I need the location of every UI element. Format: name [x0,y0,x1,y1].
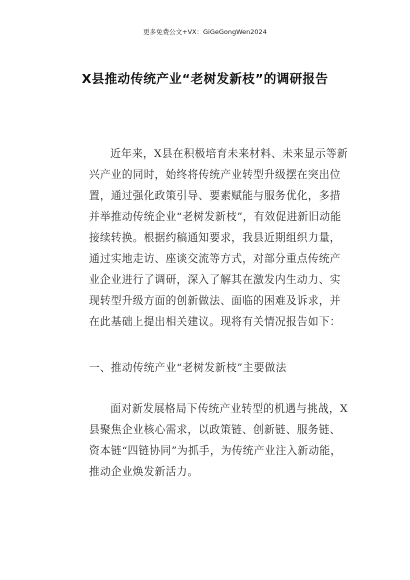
document-title: X县推动传统产业“老树发新枝”的调研报告 [81,71,329,86]
header-note: 更多免费公文+VX：GiGeGongWen2024 [143,28,267,36]
section-heading-1: 一、推动传统产业“老树发新枝”主要做法 [89,362,287,374]
intro-paragraph: 近年来，X县在积极培育未来材料、未来显示等新兴产业的同时，始终将传统产业转型升级摆在突出位置，通过强化政策引导、要素赋能与服务优化，多措并举推动传统企业“老树发新枝”，有效促进新旧动能接续转换。根据约稿通知要求，我县近期组织力量，通过实地走访、座谈交流等方式，对部分重点传统产业企业进行了调研，深入了解其在激发内生动力、实现转型升级方面的创新做法、面临的困难及诉求，并在此基础上提出相关建议。现将有关情况报告如下： [89,148,348,328]
section-1-paragraph: 面对新发展格局下传统产业转型的机遇与挑战，X县聚焦企业核心需求，以政策链、创新链、服务链、资本链“四链协同”为抓手，为传统产业注入新动能，推动企业焕发新活力。 [89,403,348,478]
